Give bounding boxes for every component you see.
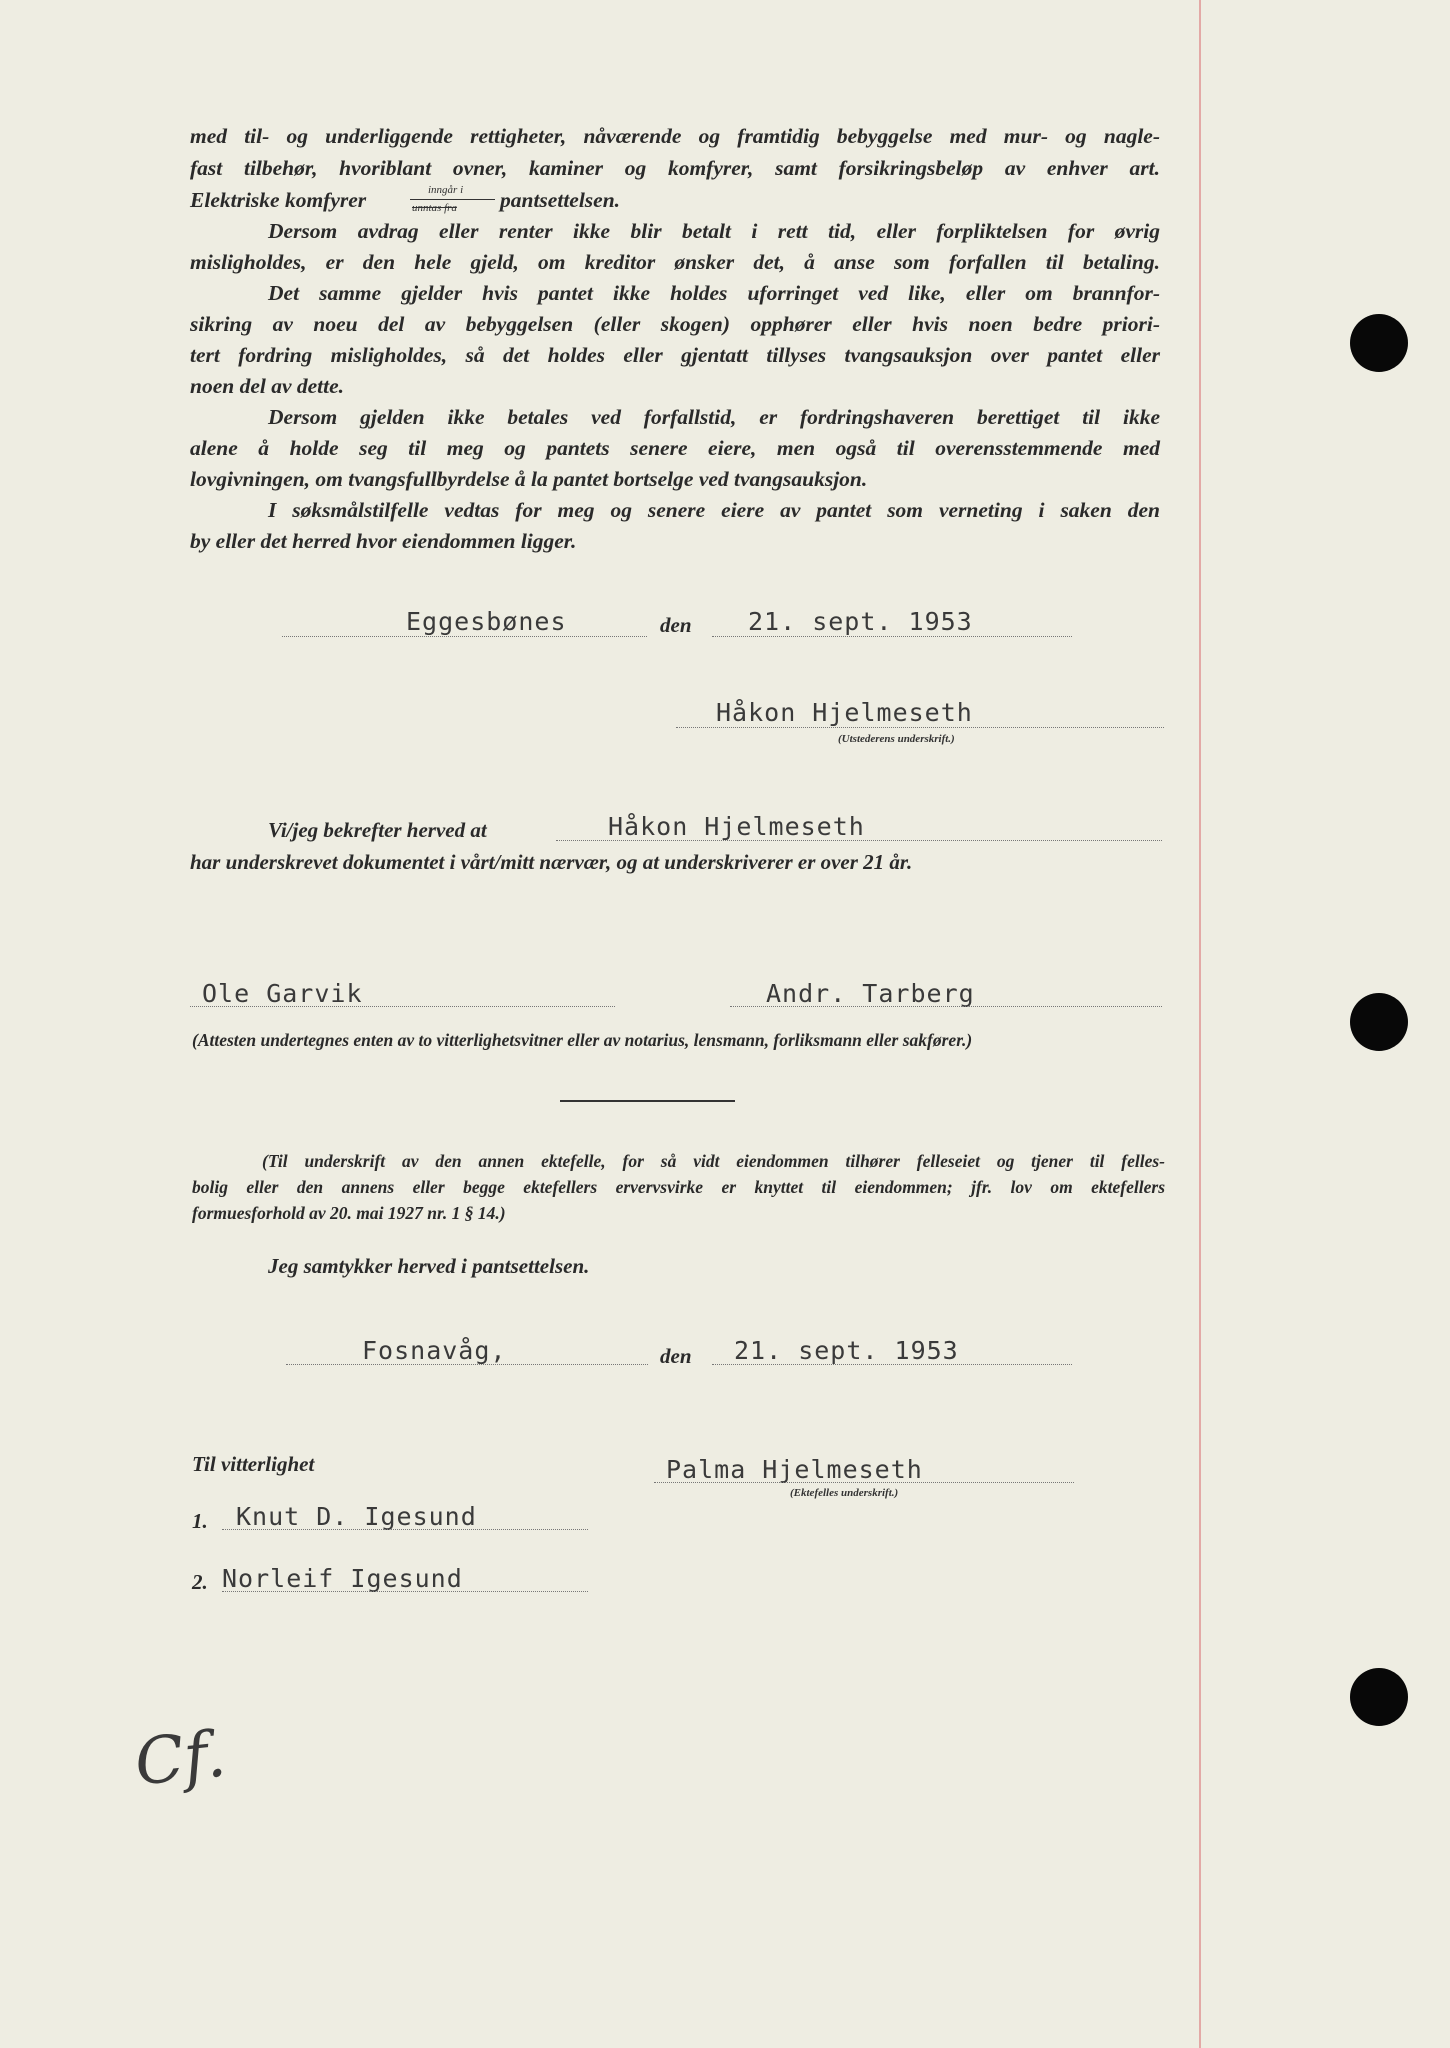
punch-hole bbox=[1350, 993, 1408, 1051]
komfyr-insert-above: inngår i bbox=[428, 184, 464, 196]
place-2: Fosnavåg, bbox=[362, 1336, 507, 1365]
attest-name-line bbox=[556, 840, 1162, 841]
spouse-signature: Palma Hjelmeseth bbox=[666, 1455, 923, 1484]
witness-2-signature: Andr. Tarberg bbox=[766, 979, 975, 1008]
place-1: Eggesbønes bbox=[406, 607, 567, 636]
witness-2-line bbox=[730, 1006, 1162, 1007]
body-line: pantsettelsen. bbox=[500, 188, 621, 212]
spouse-note-line: (Til underskrift av den annen ektefelle, for så vidt eiendommen tilhører felleseiet og tjener til felles- bbox=[262, 1151, 1165, 1171]
witnesses-heading: Til vitterlighet bbox=[192, 1452, 315, 1476]
den-label-2: den bbox=[660, 1344, 692, 1368]
den-label-1: den bbox=[660, 613, 692, 637]
handwritten-initials: Cf. bbox=[131, 1717, 230, 1801]
body-line: Dersom avdrag eller renter ikke blir betalt i rett tid, eller forpliktelsen for øvrig bbox=[268, 219, 1160, 243]
body-line: by eller det herred hvor eiendommen ligger. bbox=[190, 529, 577, 553]
punch-hole bbox=[1350, 314, 1408, 372]
attest-name: Håkon Hjelmeseth bbox=[608, 812, 865, 841]
spouse-caption: (Ektefelles underskrift.) bbox=[790, 1487, 899, 1499]
body-line: tert fordring misligholdes, så det holdes eller gjentatt tillyses tvangsauksjon over pantet eller bbox=[190, 343, 1160, 367]
date-2: 21. sept. 1953 bbox=[734, 1336, 959, 1365]
body-line: I søksmålstilfelle vedtas for meg og senere eiere av pantet som verneting i saken den bbox=[268, 498, 1160, 522]
witness-name: Knut D. Igesund bbox=[236, 1502, 477, 1531]
witness-number: 1. bbox=[192, 1509, 208, 1533]
body-line: misligholdes, er den hele gjeld, om kreditor ønsker det, å anse som forfallen til betaling. bbox=[190, 250, 1160, 274]
attest-prefix: Vi/jeg bekrefter herved at bbox=[268, 818, 487, 842]
body-line: fast tilbehør, hvoriblant ovner, kaminer og komfyrer, samt forsikringsbeløp av enhver art. bbox=[190, 156, 1160, 180]
issuer-signature: Håkon Hjelmeseth bbox=[716, 698, 973, 727]
date-1: 21. sept. 1953 bbox=[748, 607, 973, 636]
body-line: Elektriske komfyrer bbox=[190, 188, 367, 212]
consent-text: Jeg samtykker herved i pantsettelsen. bbox=[268, 1254, 590, 1278]
body-line: noen del av dette. bbox=[190, 374, 345, 398]
margin-rule bbox=[1199, 0, 1201, 2048]
komfyr-insert-below: unntas fra bbox=[412, 202, 457, 214]
punch-hole bbox=[1350, 1668, 1408, 1726]
body-line: alene å holde seg til meg og pantets senere eiere, men også til overensstemmende med bbox=[190, 436, 1160, 460]
body-line: lovgivningen, om tvangsfullbyrdelse å la pantet bortselge ved tvangsauksjon. bbox=[190, 467, 868, 491]
witness-line bbox=[222, 1591, 588, 1592]
witness-1-line bbox=[190, 1006, 615, 1007]
body-line: med til- og underliggende rettigheter, nåværende og framtidig bebyggelse med mur- og nagle- bbox=[190, 124, 1160, 148]
date-1-line bbox=[712, 636, 1072, 637]
body-line: Dersom gjelden ikke betales ved forfallstid, er fordringshaveren berettiget til ikke bbox=[268, 405, 1160, 429]
separator-rule bbox=[560, 1100, 735, 1102]
attest-note: (Attesten undertegnes enten av to vitterlighetsvitner eller av notarius, lensmann, forliksmann eller sakfører.) bbox=[192, 1030, 973, 1050]
witness-name: Norleif Igesund bbox=[222, 1564, 463, 1593]
fraction-rule bbox=[410, 199, 495, 200]
body-line: sikring av noeu del av bebyggelsen (eller skogen) opphører eller hvis noen bedre priori- bbox=[190, 312, 1160, 336]
date-2-line bbox=[712, 1364, 1072, 1365]
issuer-caption: (Utstederens underskrift.) bbox=[838, 733, 955, 745]
witness-number: 2. bbox=[192, 1570, 208, 1594]
spouse-signature-line bbox=[654, 1482, 1074, 1483]
attest-line-2: har underskrevet dokumentet i vårt/mitt nærvær, og at underskriverer er over 21 år. bbox=[190, 850, 913, 874]
place-2-line bbox=[286, 1364, 648, 1365]
witness-1-signature: Ole Garvik bbox=[202, 979, 363, 1008]
issuer-signature-line bbox=[676, 727, 1164, 728]
place-1-line bbox=[282, 636, 647, 637]
body-line: Det samme gjelder hvis pantet ikke holdes uforringet ved like, eller om brannfor- bbox=[268, 281, 1160, 305]
spouse-note-line: bolig eller den annens eller begge ektefellers ervervsvirke er knyttet til eiendommen; jfr. lov om ektefellers bbox=[192, 1177, 1165, 1197]
spouse-note-line: formuesforhold av 20. mai 1927 nr. 1 § 14.) bbox=[192, 1203, 506, 1223]
witness-line bbox=[222, 1529, 588, 1530]
